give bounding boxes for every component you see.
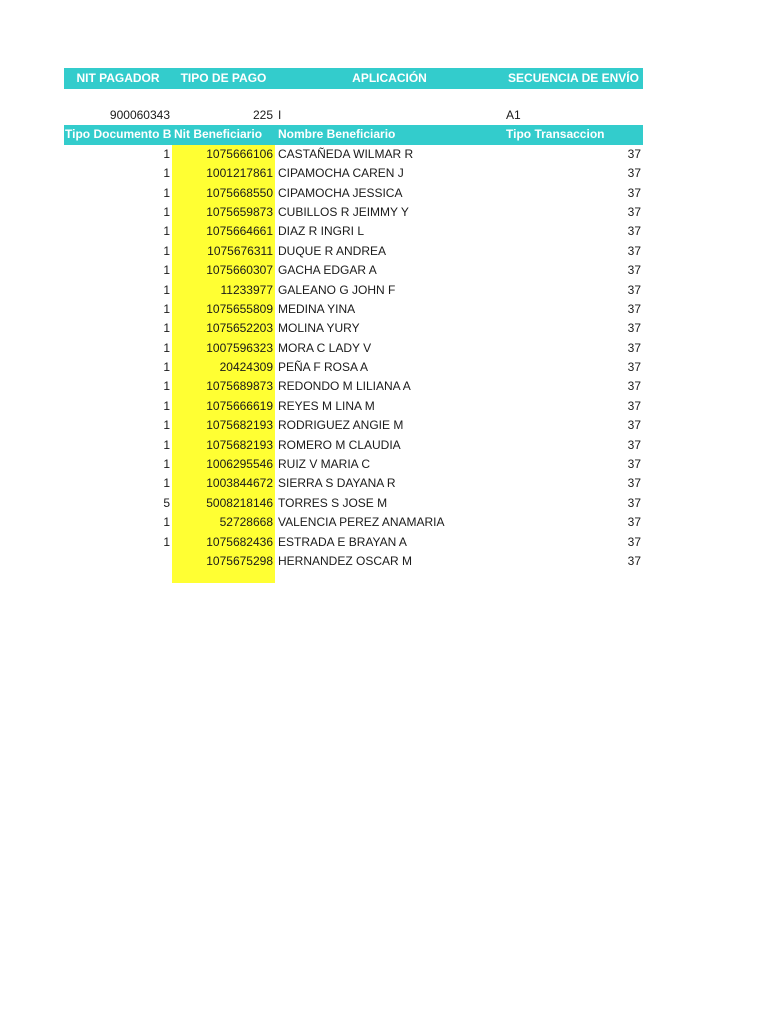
nombre-beneficiario-cell[interactable]: REYES M LINA M [278, 398, 375, 413]
payer-secuencia-cell[interactable]: A1 [506, 108, 521, 122]
yellow-strip-row [64, 571, 643, 583]
table-row [64, 436, 643, 455]
nombre-beneficiario-cell[interactable]: CUBILLOS R JEIMMY Y [278, 204, 409, 219]
table-row [64, 358, 643, 377]
tipo-transaccion-cell[interactable]: 37 [627, 515, 641, 530]
nombre-beneficiario-cell[interactable]: SIERRA S DAYANA R [278, 476, 396, 491]
tipo-transaccion-cell[interactable]: 37 [627, 243, 641, 258]
tipo-documento-cell[interactable]: 1 [163, 301, 170, 316]
nit-beneficiario-cell[interactable]: 1075668550 [172, 184, 275, 203]
tipo-transaccion-cell[interactable]: 37 [627, 495, 641, 510]
table-row [64, 242, 643, 261]
tipo-documento-cell[interactable]: 1 [163, 476, 170, 491]
nit-beneficiario-cell[interactable]: 1007596323 [172, 339, 275, 358]
nombre-beneficiario-cell[interactable]: HERNANDEZ OSCAR M [278, 553, 413, 568]
tipo-transaccion-cell[interactable]: 37 [627, 282, 641, 297]
tipo-transaccion-cell[interactable]: 37 [627, 263, 641, 278]
nit-beneficiario-cell[interactable]: 5008218146 [172, 494, 275, 513]
tipo-documento-cell[interactable]: 1 [163, 340, 170, 355]
tipo-documento-cell[interactable]: 1 [163, 263, 170, 278]
tipo-transaccion-cell[interactable]: 37 [627, 457, 641, 472]
tipo-transaccion-cell[interactable]: 37 [627, 398, 641, 413]
nit-beneficiario-cell[interactable]: 1075682436 [172, 533, 275, 552]
tipo-documento-cell[interactable]: 1 [163, 398, 170, 413]
tipo-transaccion-cell[interactable]: 37 [627, 166, 641, 181]
tipo-documento-cell[interactable]: 1 [163, 166, 170, 181]
table-row [64, 474, 643, 493]
beneficiary-rows [64, 145, 643, 572]
tipo-documento-cell[interactable]: 1 [163, 224, 170, 239]
table-row [64, 281, 643, 300]
nit-beneficiario-cell[interactable]: 20424309 [172, 358, 275, 377]
table-row [64, 203, 643, 222]
table-row [64, 397, 643, 416]
nit-beneficiario-cell[interactable]: 1075666619 [172, 397, 275, 416]
nit-beneficiario-cell[interactable]: 1075652203 [172, 319, 275, 338]
nombre-beneficiario-cell[interactable]: CIPAMOCHA JESSICA [278, 185, 403, 200]
tipo-transaccion-cell[interactable]: 37 [627, 301, 641, 316]
nombre-beneficiario-cell[interactable]: VALENCIA PEREZ ANAMARIA [278, 515, 445, 530]
nombre-beneficiario-cell[interactable]: GALEANO G JOHN F [278, 282, 396, 297]
tipo-documento-cell[interactable]: 5 [163, 495, 170, 510]
table-row [64, 300, 643, 319]
nit-beneficiario-cell[interactable]: 1075689873 [172, 377, 275, 396]
tipo-documento-cell[interactable]: 1 [163, 282, 170, 297]
tipo-transaccion-cell[interactable]: 37 [627, 418, 641, 433]
nit-beneficiario-cell[interactable]: 1075682193 [172, 436, 275, 455]
table-row [64, 184, 643, 203]
tipo-documento-cell[interactable]: 1 [163, 185, 170, 200]
nit-beneficiario-cell[interactable]: 1075676311 [172, 242, 275, 261]
tipo-documento-cell[interactable] [64, 552, 172, 571]
table-row [64, 552, 643, 571]
nombre-beneficiario-cell[interactable]: MOLINA YURY [278, 321, 360, 336]
tipo-transaccion-cell[interactable]: 37 [627, 321, 641, 336]
payer-aplicacion-cell[interactable]: I [278, 108, 282, 122]
table-row [64, 319, 643, 338]
nit-beneficiario-cell[interactable]: 1006295546 [172, 455, 275, 474]
tipo-transaccion-cell[interactable]: 37 [627, 204, 641, 219]
nit-beneficiario-cell[interactable]: 1075660307 [172, 261, 275, 280]
tipo-documento-cell[interactable]: 1 [163, 457, 170, 472]
table-row [64, 455, 643, 474]
nit-beneficiario-cell[interactable]: 1001217861 [172, 164, 275, 183]
nit-beneficiario-cell[interactable]: 1003844672 [172, 474, 275, 493]
tipo-documento-cell[interactable]: 1 [163, 360, 170, 375]
payer-tipo-pago-cell[interactable]: 225 [252, 108, 273, 122]
blank-row [64, 89, 643, 106]
nit-beneficiario-cell[interactable]: 52728668 [172, 513, 275, 532]
nombre-beneficiario-cell[interactable]: CIPAMOCHA CAREN J [278, 166, 404, 181]
tipo-transaccion-cell[interactable]: 37 [627, 553, 641, 568]
nit-beneficiario-cell[interactable]: 1075682193 [172, 416, 275, 435]
nit-beneficiario-header[interactable]: Nit Beneficiario [174, 127, 263, 142]
tipo-documento-cell[interactable]: 1 [163, 515, 170, 530]
secuencia-envio-header[interactable]: SECUENCIA DE ENVÍO [508, 71, 639, 85]
table-row [64, 377, 643, 396]
nombre-beneficiario-cell[interactable]: ROMERO M CLAUDIA [278, 437, 401, 452]
tipo-transaccion-cell[interactable]: 37 [627, 534, 641, 549]
nit-beneficiario-cell[interactable]: 1075675298 [172, 552, 275, 571]
nit-beneficiario-cell[interactable]: 1075666106 [172, 145, 275, 164]
nit-beneficiario-cell[interactable]: 1075659873 [172, 203, 275, 222]
nit-beneficiario-cell[interactable]: 1075664661 [172, 222, 275, 241]
nombre-beneficiario-cell[interactable]: ESTRADA E BRAYAN A [278, 534, 407, 549]
tipo-transaccion-header[interactable]: Tipo Transaccion [506, 127, 605, 142]
tipo-documento-header[interactable]: Tipo Documento B [65, 127, 172, 142]
table-row [64, 222, 643, 241]
table-row [64, 164, 643, 183]
tipo-documento-cell[interactable]: 1 [163, 437, 170, 452]
tipo-documento-cell[interactable]: 1 [163, 204, 170, 219]
tipo-documento-cell[interactable]: 1 [163, 418, 170, 433]
nombre-beneficiario-cell[interactable]: CASTAÑEDA WILMAR R [278, 146, 414, 161]
nombre-beneficiario-cell[interactable]: DUQUE R ANDREA [278, 243, 387, 258]
tipo-transaccion-cell[interactable]: 37 [627, 379, 641, 394]
tipo-documento-cell[interactable]: 1 [163, 321, 170, 336]
payer-nit-cell[interactable]: 900060343 [109, 108, 170, 122]
spreadsheet [64, 68, 643, 583]
tipo-documento-cell[interactable]: 1 [163, 534, 170, 549]
nit-beneficiario-cell[interactable]: 11233977 [172, 281, 275, 300]
table-row [64, 416, 643, 435]
table-row [64, 145, 643, 164]
tipo-transaccion-cell[interactable]: 37 [627, 224, 641, 239]
tipo-transaccion-cell[interactable]: 37 [627, 360, 641, 375]
nombre-beneficiario-cell[interactable]: DIAZ R INGRI L [278, 224, 365, 239]
table-row [64, 513, 643, 532]
aplicacion-header[interactable]: APLICACIÓN [352, 71, 427, 85]
nit-pagador-header[interactable]: NIT PAGADOR [76, 71, 160, 85]
nombre-beneficiario-cell[interactable]: RODRIGUEZ ANGIE M [278, 418, 404, 433]
tipo-documento-cell[interactable]: 1 [163, 146, 170, 161]
tipo-transaccion-cell[interactable]: 37 [627, 146, 641, 161]
payer-header-row [64, 68, 643, 89]
nombre-beneficiario-cell[interactable]: RUIZ V MARIA C [278, 457, 371, 472]
tipo-transaccion-cell[interactable]: 37 [627, 437, 641, 452]
nit-beneficiario-cell[interactable]: 1075655809 [172, 300, 275, 319]
nombre-beneficiario-cell[interactable]: PEÑA F ROSA A [278, 360, 369, 375]
beneficiary-header-row [64, 125, 643, 144]
nit-column-fill [172, 571, 275, 583]
table-row [64, 533, 643, 552]
table-row [64, 494, 643, 513]
table-row [64, 339, 643, 358]
table-row [64, 261, 643, 280]
nombre-beneficiario-cell[interactable]: MORA C LADY V [278, 340, 372, 355]
tipo-transaccion-cell[interactable]: 37 [627, 185, 641, 200]
tipo-transaccion-cell[interactable]: 37 [627, 340, 641, 355]
nombre-beneficiario-cell[interactable]: MEDINA YINA [278, 301, 356, 316]
payer-values-row [64, 106, 643, 125]
nombre-beneficiario-header[interactable]: Nombre Beneficiario [278, 127, 396, 142]
nombre-beneficiario-cell[interactable]: GACHA EDGAR A [278, 263, 377, 278]
tipo-documento-cell[interactable]: 1 [163, 243, 170, 258]
tipo-documento-cell[interactable]: 1 [163, 379, 170, 394]
tipo-transaccion-cell[interactable]: 37 [627, 476, 641, 491]
nombre-beneficiario-cell[interactable]: TORRES S JOSE M [278, 495, 388, 510]
nombre-beneficiario-cell[interactable]: REDONDO M LILIANA A [278, 379, 411, 394]
tipo-de-pago-header[interactable]: TIPO DE PAGO [180, 71, 267, 85]
